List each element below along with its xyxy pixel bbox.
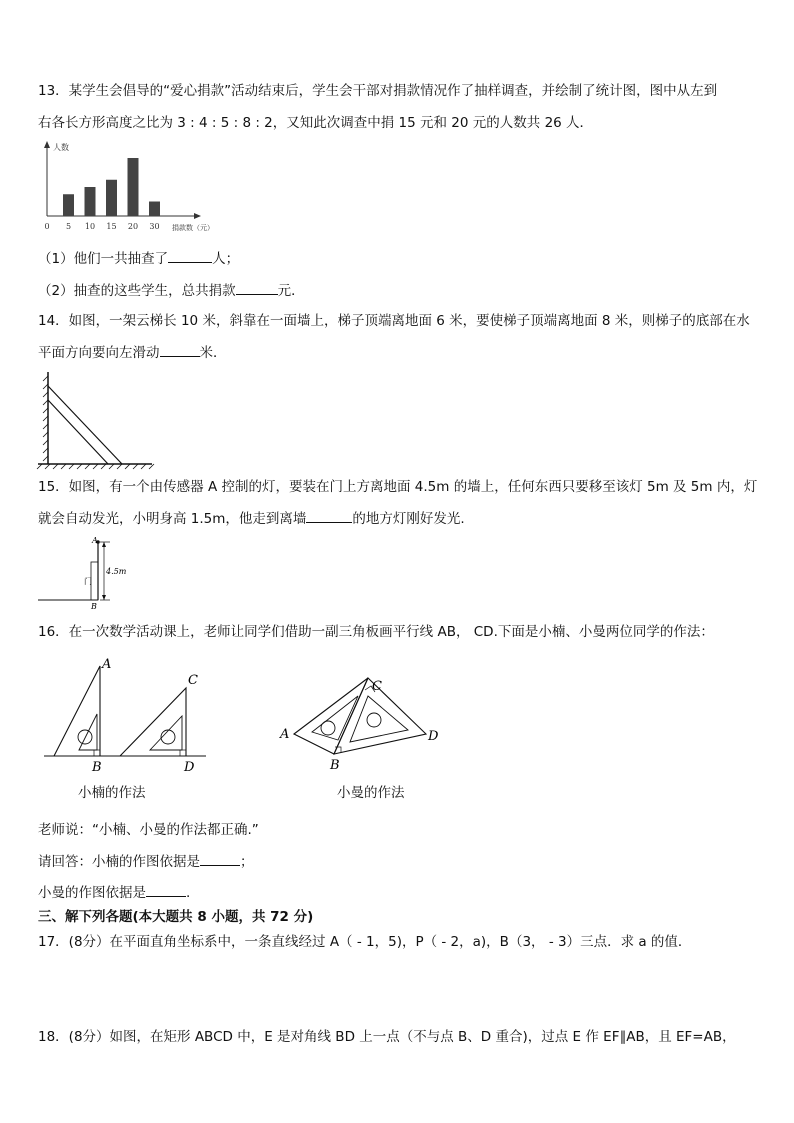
q16-ask1-post: ；	[240, 854, 254, 870]
label-a: A	[280, 727, 290, 742]
ladder-figure	[34, 368, 158, 470]
q16-ask2	[38, 883, 190, 902]
sensor-figure	[34, 534, 134, 614]
bar	[128, 158, 139, 216]
q15-line2-post: 的地方灯刚好发光.	[352, 511, 465, 527]
q16-ask2-post: .	[186, 885, 191, 901]
q14-line2-post: 米．	[199, 345, 227, 361]
answer-blank	[146, 883, 186, 897]
bar	[85, 187, 96, 216]
label-c: C	[188, 673, 198, 688]
q13-sub1-post: 人；	[212, 251, 240, 267]
q13-line1: 13．某学生会倡导的“爱心捐款”活动结束后，学生会干部对捐款情况作了抽样调查，并绘制了统计图，图中从左到	[38, 83, 718, 99]
x-tick-label: 15	[106, 222, 117, 231]
bar	[63, 194, 74, 216]
q16-teacher: 老师说：“小楠、小曼的作法都正确.”	[38, 822, 259, 838]
xiaonan-figure	[40, 652, 215, 774]
bar	[106, 180, 117, 216]
label-a: A	[102, 657, 112, 672]
y-axis-arrow	[44, 141, 50, 148]
q17: 17．(8分）在平面直角坐标系中，一条直线经过 A（ - 1，5)，P（ - 2，a)，B（3， - 3）三点．求 a 的值．	[38, 934, 692, 950]
answer-blank	[160, 343, 200, 357]
q16-ask1	[38, 852, 254, 871]
bar-chart	[30, 138, 230, 238]
q13-line2: 右各长方形高度之比为 3 : 4 : 5 : 8 : 2，又知此次调查中捐 15 元和 20 元的人数共 26 人．	[38, 115, 594, 131]
fig2-caption: 小曼的作法	[337, 785, 405, 801]
q16-ask2-pre: 小曼的作图依据是	[38, 885, 146, 901]
x-tick-label: 10	[84, 222, 96, 231]
x-axis-label: 捐款数（元）	[172, 224, 214, 232]
label-b: B	[330, 758, 340, 773]
answer-blank	[200, 852, 240, 866]
q13-sub2-pre: （2）抽查的这些学生，总共捐款	[38, 283, 236, 299]
q18: 18．(8分）如图，在矩形 ABCD 中，E 是对角线 BD 上一点（不与点 B、D 重合)，过点 E 作 EF∥AB，且 EF=AB，	[38, 1029, 736, 1045]
answer-blank	[168, 249, 212, 263]
q13-sub1-pre: （1）他们一共抽查了	[38, 251, 169, 267]
label-b: B	[92, 760, 102, 774]
fig1-caption: 小楠的作法	[78, 785, 146, 801]
label-a: A	[92, 536, 98, 545]
q15-line1: 15．如图，有一个由传感器 A 控制的灯，要装在门上方离地面 4.5m 的墙上，任何东西只要移至该灯 5m 及 5m 内，灯	[38, 479, 758, 495]
answer-blank	[306, 509, 352, 523]
x-axis-arrow	[194, 213, 201, 219]
q13-sub2-post: 元．	[277, 283, 305, 299]
label-d: D	[184, 760, 195, 774]
label-d: D	[428, 729, 439, 744]
label-height: 4.5m	[106, 567, 127, 576]
label-door: 门	[84, 577, 92, 586]
q16-line1: 16．在一次数学活动课上，老师让同学们借助一副三角板画平行线 AB， CD.下面是小楠、小曼两位同学的作法：	[38, 624, 714, 640]
bar	[149, 202, 160, 217]
x-tick-label: 5	[65, 222, 72, 231]
x-tick-label: 0	[44, 222, 50, 231]
xiaoman-figure	[276, 668, 446, 774]
section-heading: 三、解下列各题(本大题共 8 小题，共 72 分)	[38, 909, 314, 925]
q13-sub1	[38, 249, 239, 268]
x-tick-label: 30	[149, 222, 160, 231]
x-tick-label: 20	[127, 222, 139, 231]
q16-ask1-pre: 请回答：小楠的作图依据是	[38, 854, 200, 870]
q14-line2-pre: 平面方向要向左滑动	[38, 345, 160, 361]
answer-blank	[236, 281, 278, 295]
label-b: B	[91, 602, 97, 611]
y-axis-label: 人数	[53, 143, 69, 152]
q15-line2	[38, 509, 465, 528]
q14-line1: 14．如图，一架云梯长 10 米，斜靠在一面墙上，梯子顶端离地面 6 米，要使梯子顶端离地面 8 米，则梯子的底部在水	[38, 313, 750, 329]
label-c: C	[372, 679, 382, 694]
q15-line2-pre: 就会自动发光，小明身高 1.5m，他走到离墙	[38, 511, 307, 527]
q14-line2	[38, 343, 227, 362]
q13-sub2	[38, 281, 305, 300]
